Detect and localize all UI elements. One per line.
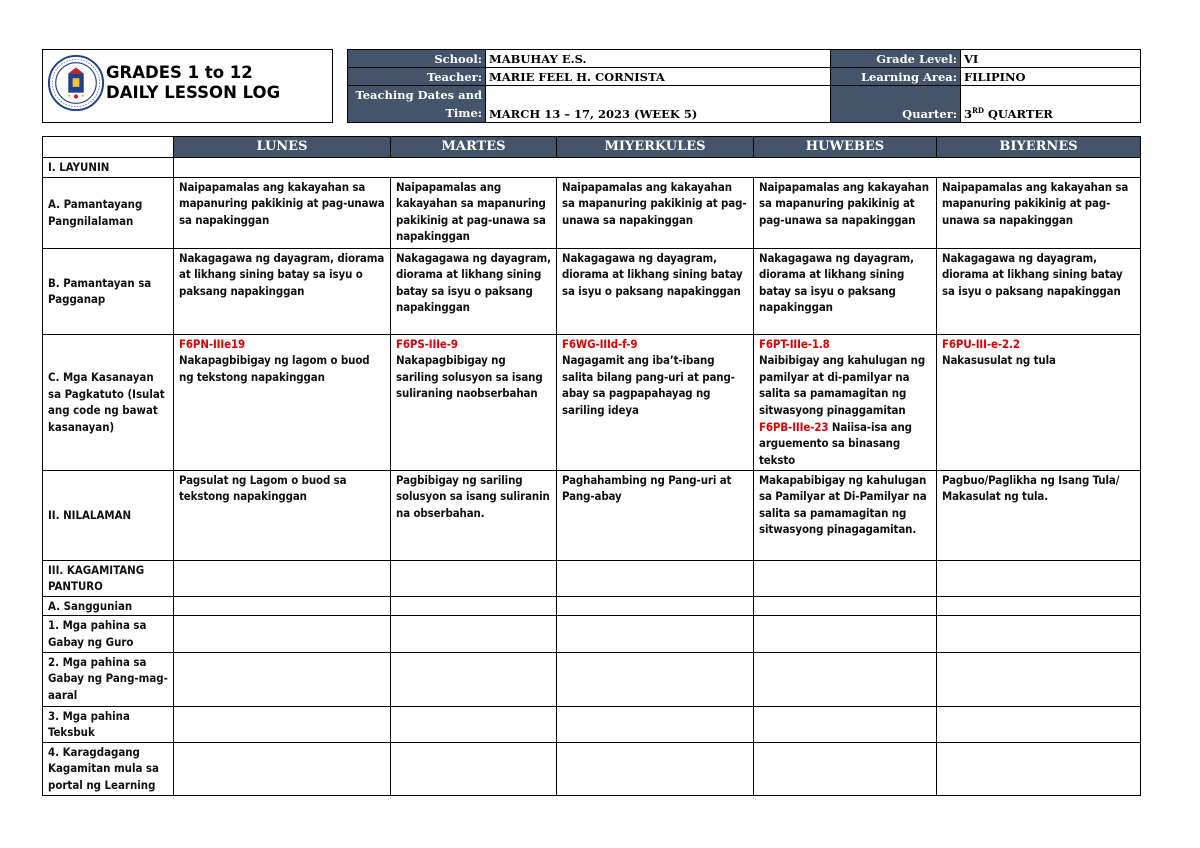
table-cell: Nakagagawa ng dayagram, diorama at likhang sining batay sa isyu o paksang napakinggan	[391, 248, 557, 334]
competency-text: Nakasusulat ng tula	[942, 353, 1056, 368]
table-cell: Nakagagawa ng dayagram, diorama at likhang sining batay sa isyu o paksang napakinggan	[754, 248, 937, 334]
table-cell: Naipapamalas ang kakayahan sa mapanuring pakikinig at pag-unawa sa napakinggan	[391, 177, 557, 248]
table-cell: Naipapamalas ang kakayahan sa mapanuring pakikinig at pag-unawa sa napakinggan	[937, 177, 1141, 248]
table-cell	[391, 334, 557, 470]
empty-cell	[937, 596, 1141, 616]
empty-cell	[391, 560, 557, 596]
empty-cell	[391, 616, 557, 652]
table-cell	[557, 334, 754, 470]
quarter-value	[961, 86, 1141, 123]
empty-cell	[754, 560, 937, 596]
table-cell: Pagbibigay ng sariling solusyon sa isang suliranin na obserbahan.	[391, 470, 557, 560]
quarter-word: QUARTER	[983, 107, 1053, 121]
competency-code: F6PN-IIIe19	[179, 336, 246, 351]
dates-label	[348, 86, 486, 123]
empty-cell	[391, 652, 557, 706]
empty-cell	[174, 706, 391, 742]
empty-cell	[174, 742, 391, 795]
empty-cell	[937, 616, 1141, 652]
row-label: 1. Mga pahina sa Gabay ng Guro	[43, 616, 174, 652]
brand-block	[43, 50, 333, 123]
empty-cell	[557, 560, 754, 596]
table-row	[43, 560, 1141, 596]
row-label: A. Pamantayang Pangnilalaman	[43, 177, 174, 248]
day-header: HUWEBES	[754, 137, 937, 158]
table-row	[43, 158, 1141, 178]
competency-code: F6PB-IIIe-23	[759, 419, 829, 434]
empty-cell	[391, 742, 557, 795]
empty-cell	[557, 706, 754, 742]
row-label: C. Mga Kasanayan sa Pagkatuto (Isulat ang code ng bawat kasanayan)	[43, 334, 174, 470]
table-row	[43, 470, 1141, 560]
empty-cell	[754, 596, 937, 616]
empty-cell	[754, 706, 937, 742]
page-title	[106, 63, 280, 103]
empty-cell	[391, 706, 557, 742]
table-row	[43, 248, 1141, 334]
corner-cell	[43, 137, 174, 158]
row-label: II. NILALAMAN	[43, 470, 174, 560]
empty-cell	[937, 742, 1141, 795]
day-header: MARTES	[391, 137, 557, 158]
title-line-2: DAILY LESSON LOG	[106, 83, 281, 102]
table-row	[43, 334, 1141, 470]
empty-cell	[174, 616, 391, 652]
empty-cell	[557, 742, 754, 795]
table-row	[43, 706, 1141, 742]
empty-cell	[557, 596, 754, 616]
row-label: A. Sanggunian	[43, 596, 174, 616]
day-header: MIYERKULES	[557, 137, 754, 158]
row-label: 3. Mga pahina Teksbuk	[43, 706, 174, 742]
table-cell: Naipapamalas ang kakayahan sa mapanuring pakikinig at pag-unawa sa napakinggan	[754, 177, 937, 248]
competency-code: F6PT-IIIe-1.8	[759, 336, 830, 351]
dates-label-line-1: Teaching Dates and	[355, 88, 482, 102]
empty-cell	[754, 616, 937, 652]
table-cell: Nakagagawa ng dayagram, diorama at likhang sining batay sa isyu o paksang napakinggan	[937, 248, 1141, 334]
table-cell: Paghahambing ng Pang-uri at Pang-abay	[557, 470, 754, 560]
table-cell: Pagsulat ng Lagom o buod sa tekstong napakinggan	[174, 470, 391, 560]
row-label: 2. Mga pahina sa Gabay ng Pang-mag-aaral	[43, 652, 174, 706]
empty-cell	[754, 652, 937, 706]
school-value: MABUHAY E.S.	[486, 50, 831, 68]
empty-cell	[557, 652, 754, 706]
grade-value: VI	[961, 50, 1141, 68]
table-cell: Makapabibigay ng kahulugan sa Pamilyar at Di-Pamilyar na salita sa pamamagitan ng sitwasyong pinagagamitan.	[754, 470, 937, 560]
empty-cell	[937, 560, 1141, 596]
competency-text: Naibibigay ang kahulugan ng pamilyar at di-pamilyar na salita sa pamamagitan ng sitwasyong pinaggamitan	[759, 353, 926, 417]
quarter-suffix: RD	[972, 106, 984, 116]
table-cell: Naipapamalas ang kakayahan sa mapanuring pakikinig at pag-unawa sa napakinggan	[174, 177, 391, 248]
table-cell	[174, 334, 391, 470]
quarter-label: Quarter:	[831, 86, 961, 123]
empty-cell	[937, 652, 1141, 706]
lesson-log-table	[42, 136, 1141, 796]
competency-text: Naiisa-isa ang arguemento sa binasang teksto	[759, 419, 912, 467]
teacher-label: Teacher:	[348, 68, 486, 86]
empty-cell	[174, 158, 1141, 178]
day-header: BIYERNES	[937, 137, 1141, 158]
day-header-row	[43, 137, 1141, 158]
empty-cell	[754, 742, 937, 795]
empty-cell	[174, 560, 391, 596]
table-row	[43, 616, 1141, 652]
school-label: School:	[348, 50, 486, 68]
table-cell: Naipapamalas ang kakayahan sa mapanuring pakikinig at pag-unawa sa napakinggan	[557, 177, 754, 248]
table-row	[43, 742, 1141, 795]
deped-seal-icon	[47, 54, 105, 112]
title-line-1: GRADES 1 to 12	[106, 63, 253, 82]
empty-cell	[391, 596, 557, 616]
row-label: III. KAGAMITANG PANTURO	[43, 560, 174, 596]
day-header: LUNES	[174, 137, 391, 158]
table-row	[43, 652, 1141, 706]
competency-text: Nakapagbibigay ng lagom o buod ng tekstong napakinggan	[179, 353, 370, 384]
competency-text: Nagagamit ang iba’t-ibang salita bilang pang-uri at pang-abay sa pagpapahayag ng sariling ideya	[562, 353, 735, 417]
row-label: 4. Karagdagang Kagamitan mula sa portal ng Learning	[43, 742, 174, 795]
empty-cell	[174, 596, 391, 616]
lesson-log-header	[42, 49, 1141, 123]
table-cell: Nakagagawa ng dayagram, diorama at likhang sining batay sa isyu o paksang napakinggan	[557, 248, 754, 334]
empty-cell	[557, 616, 754, 652]
table-row	[43, 596, 1141, 616]
empty-cell	[937, 706, 1141, 742]
table-cell: Nakagagawa ng dayagram, diorama at likhang sining batay sa isyu o paksang napakinggan	[174, 248, 391, 334]
competency-code: F6PU-III-e-2.2	[942, 336, 1020, 351]
grade-label: Grade Level:	[831, 50, 961, 68]
competency-code: F6WG-IIId-f-9	[562, 336, 638, 351]
table-cell	[754, 334, 937, 470]
table-row	[43, 177, 1141, 248]
quarter-number: 3	[964, 107, 973, 121]
section-label: I. LAYUNIN	[43, 158, 174, 178]
table-cell	[937, 334, 1141, 470]
area-value: FILIPINO	[961, 68, 1141, 86]
table-cell: Pagbuo/Paglikha ng Isang Tula/ Makasulat ng tula.	[937, 470, 1141, 560]
empty-cell	[174, 652, 391, 706]
competency-text: Nakapagbibigay ng sariling solusyon sa isang suliraning naobserbahan	[396, 353, 543, 401]
dates-label-line-2: Time:	[445, 106, 482, 120]
teacher-value: MARIE FEEL H. CORNISTA	[486, 68, 831, 86]
header-gap	[333, 50, 348, 123]
row-label: B. Pamantayan sa Pagganap	[43, 248, 174, 334]
area-label: Learning Area:	[831, 68, 961, 86]
competency-code: F6PS-IIIe-9	[396, 336, 458, 351]
dates-value: MARCH 13 – 17, 2023 (WEEK 5)	[486, 86, 831, 123]
